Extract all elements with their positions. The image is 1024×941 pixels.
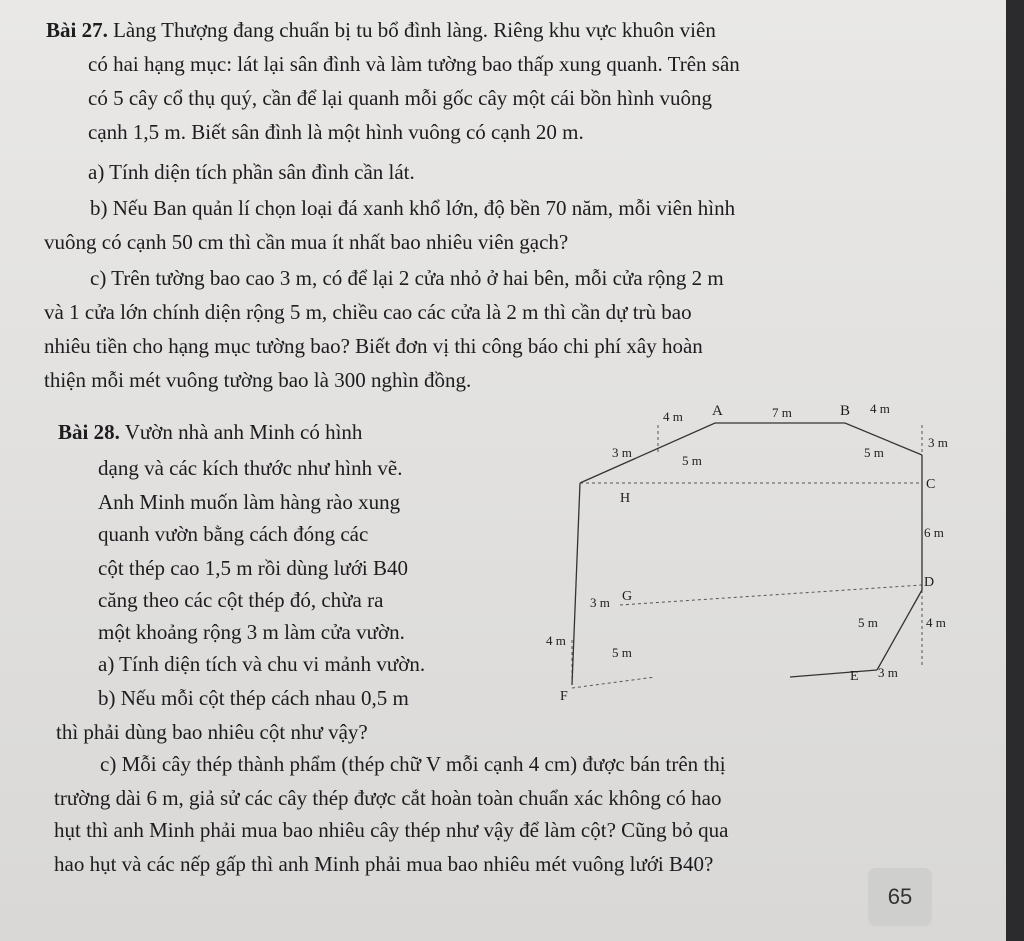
bai27-question-c3: nhiêu tiền cho hạng mục tường bao? Biết đơn vị thi công báo chi phí xây hoàn — [44, 334, 703, 358]
bai28-question-a: a) Tính diện tích và chu vi mảnh vườn. — [98, 652, 426, 676]
label-top-right-4m: 4 m — [870, 401, 890, 416]
bai27-line3: có 5 cây cổ thụ quý, cần để lại quanh mỗi gốc cây một cái bồn hình vuông — [88, 86, 713, 110]
label-point-e: E — [850, 669, 859, 684]
label-slant-left-5m: 5 m — [682, 453, 702, 468]
label-point-d: D — [924, 575, 935, 590]
bai28-question-c4: hao hụt và các nếp gấp thì anh Minh phải mua bao nhiêu mét vuông lưới B40? — [54, 852, 714, 876]
bai27-line4: cạnh 1,5 m. Biết sân đình là một hình vuông có cạnh 20 m. — [88, 120, 584, 144]
boundary-e — [790, 670, 877, 677]
bai28-line5: cột thép cao 1,5 m rồi dùng lưới B40 — [98, 556, 409, 580]
label-point-a: A — [712, 403, 723, 419]
bai28-question-c1: c) Mỗi cây thép thành phẩm (thép chữ V mỗi cạnh 4 cm) được bán trên thị — [100, 752, 726, 776]
bai27-question-c2: và 1 cửa lớn chính diện rộng 5 m, chiều cao các cửa là 2 m thì cần dự trù bao — [44, 300, 692, 324]
bai27-line1: Bài 27. Làng Thượng đang chuẩn bị tu bổ đình làng. Riêng khu vực khuôn viên — [46, 18, 716, 42]
label-left-4m: 4 m — [546, 633, 566, 648]
garden-shape — [540, 395, 970, 715]
bai28-question-c3: hụt thì anh Minh phải mua bao nhiêu cây thép như vậy để làm cột? Cũng bỏ qua — [54, 818, 729, 842]
guide-f-line — [572, 677, 655, 688]
label-left-3m: 3 m — [612, 445, 632, 460]
label-right-3m: 3 m — [928, 435, 948, 450]
label-mid-right-5m: 5 m — [858, 615, 878, 630]
bai28-question-c2: trường dài 6 m, giả sử các cây thép được cắt hoàn toàn chuẩn xác không có hao — [54, 786, 722, 810]
bai28-line6: căng theo các cột thép đó, chừa ra — [98, 588, 384, 612]
boundary-left — [572, 483, 580, 685]
page-number: 65 — [868, 868, 932, 926]
label-point-f: F — [560, 689, 568, 704]
label-point-c: C — [926, 477, 936, 492]
guide-g-line — [620, 585, 922, 605]
bai28-question-b2: thì phải dùng bao nhiêu cột như vậy? — [56, 720, 368, 744]
label-point-g: G — [622, 589, 633, 604]
bai27-question-b1: b) Nếu Ban quản lí chọn loại đá xanh khổ lớn, độ bền 70 năm, mỗi viên hình — [90, 196, 736, 220]
bai28-line3: Anh Minh muốn làm hàng rào xung — [98, 490, 401, 514]
label-point-h: H — [620, 491, 631, 506]
bai28-title: Bài 28. — [58, 420, 120, 444]
bai28-line2: dạng và các kích thước như hình vẽ. — [98, 456, 403, 480]
label-point-b: B — [840, 403, 851, 419]
bai27-title: Bài 27. — [46, 18, 108, 42]
boundary-de — [877, 590, 922, 670]
bai27-line2: có hai hạng mục: lát lại sân đình và làm tường bao thấp xung quanh. Trên sân — [88, 52, 740, 76]
bai28-line4: quanh vườn bằng cách đóng các — [98, 522, 369, 546]
bai27-question-a: a) Tính diện tích phần sân đình cần lát. — [88, 160, 415, 184]
label-slant-right-5m: 5 m — [864, 445, 884, 460]
bai27-question-c1: c) Trên tường bao cao 3 m, có để lại 2 cửa nhỏ ở hai bên, mỗi cửa rộng 2 m — [90, 266, 724, 290]
label-top-left-4m: 4 m — [663, 409, 683, 424]
label-mid-left-5m: 5 m — [612, 645, 632, 660]
label-right-4m: 4 m — [926, 615, 946, 630]
bai28-question-b1: b) Nếu mỗi cột thép cách nhau 0,5 m — [98, 686, 409, 710]
label-g-3m: 3 m — [590, 595, 610, 610]
label-right-6m: 6 m — [924, 525, 944, 540]
label-bottom-3m: 3 m — [878, 665, 898, 680]
bai28-line1: Bài 28. Vườn nhà anh Minh có hình — [58, 420, 363, 444]
bai27-question-b2: vuông có cạnh 50 cm thì cần mua ít nhất bao nhiêu viên gạch? — [44, 230, 569, 254]
bai28-line7: một khoảng rộng 3 m làm cửa vườn. — [98, 620, 405, 644]
garden-diagram — [540, 395, 970, 715]
bai27-question-c4: thiện mỗi mét vuông tường bao là 300 nghìn đồng. — [44, 368, 472, 392]
label-top-7m: 7 m — [772, 405, 792, 420]
